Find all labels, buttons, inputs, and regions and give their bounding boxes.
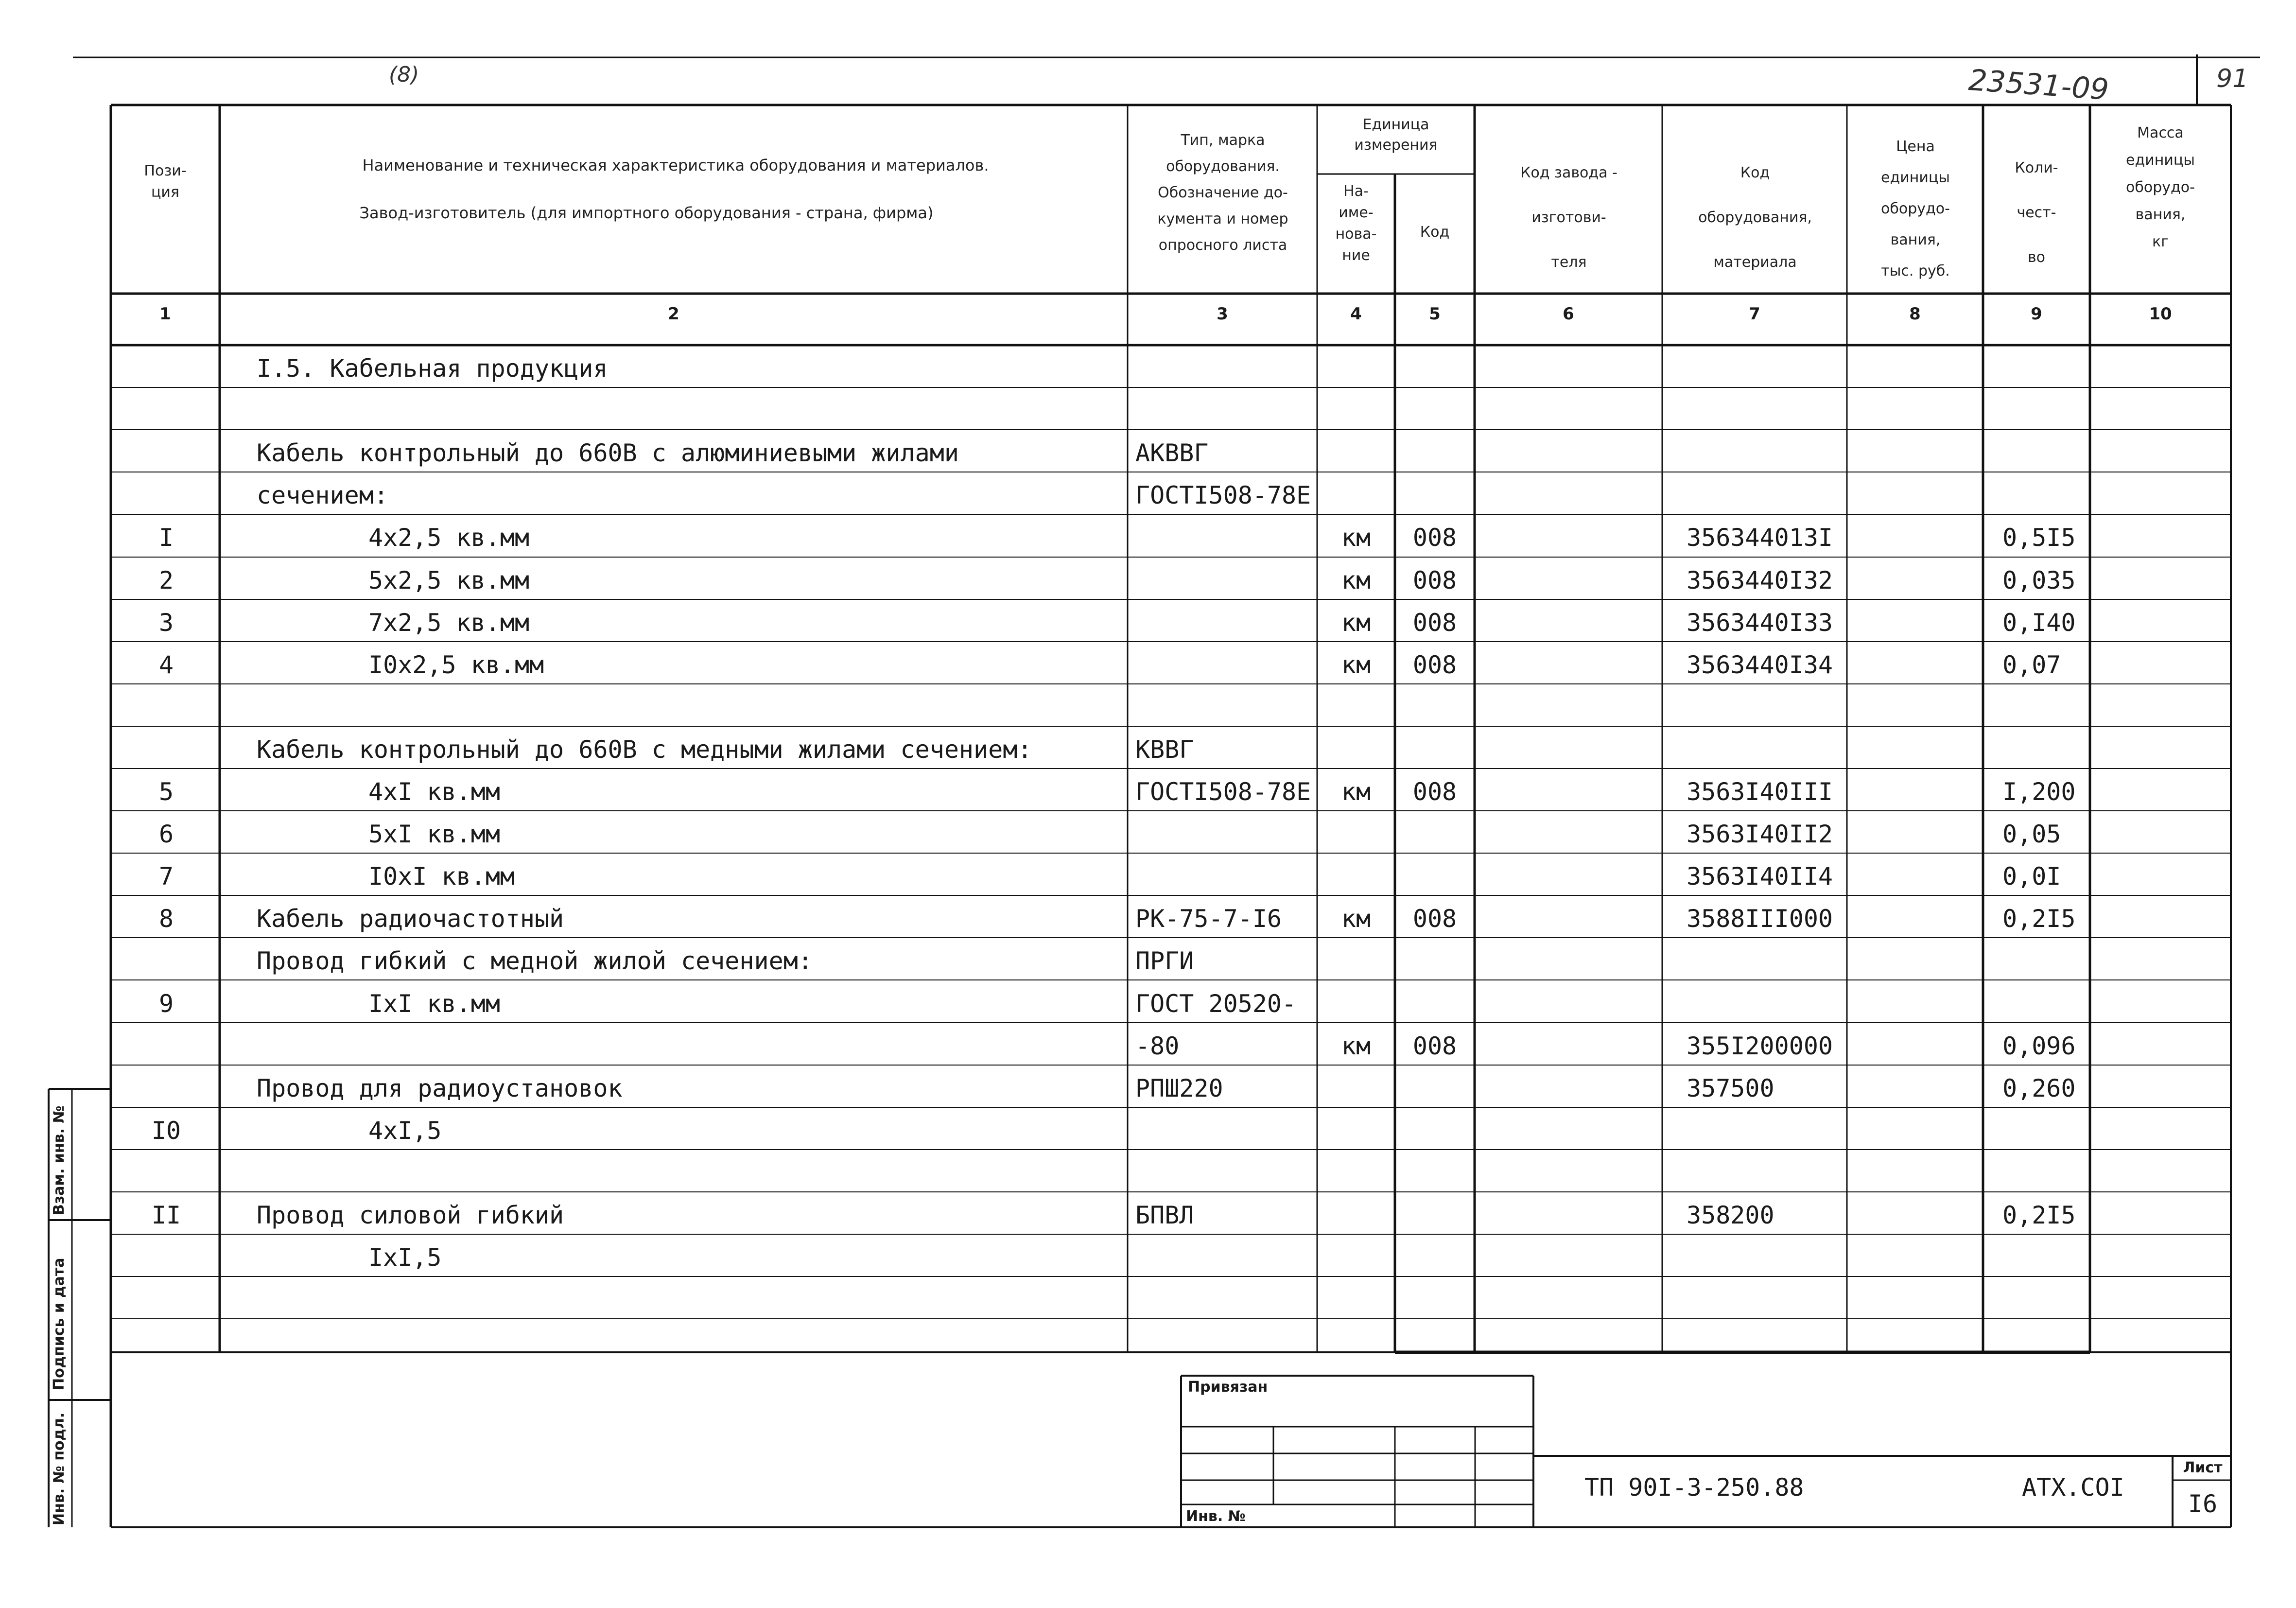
- col-number: 6: [1563, 304, 1574, 324]
- row-position: 6: [158, 820, 174, 849]
- row-equipment-code: 358200: [1687, 1201, 1774, 1229]
- header-name-line1: Наименование и техническая характеристика оборудования и материалов.: [362, 156, 989, 175]
- row-name: I0хI кв.мм: [368, 862, 515, 891]
- row-name: Кабель радиочастотный: [257, 905, 564, 933]
- row-unit: км: [1341, 905, 1371, 933]
- row-type: -80: [1135, 1031, 1180, 1060]
- side-label-sign-date: Подпись и дата: [51, 1258, 68, 1390]
- row-equipment-code: 357500: [1687, 1074, 1774, 1102]
- row-unit: км: [1341, 608, 1371, 637]
- side-label-replace-inv: Взам. инв. №: [51, 1105, 68, 1215]
- row-position: 9: [158, 989, 174, 1018]
- row-equipment-code: 3563I40II2: [1687, 820, 1833, 849]
- row-name: 5х2,5 кв.мм: [368, 566, 530, 594]
- row-name: 4хI,5: [368, 1116, 442, 1145]
- row-name: Провод силовой гибкий: [257, 1201, 564, 1229]
- col-number: 1: [159, 304, 171, 324]
- table-row: [0, 769, 2296, 811]
- row-name: Кабель контрольный до 660В с алюминиевыми жилами: [257, 439, 959, 468]
- row-type: ПРГИ: [1135, 947, 1194, 976]
- side-label-orig-inv: Инв. № подл.: [51, 1412, 68, 1525]
- row-equipment-code: 356344013I: [1687, 524, 1833, 552]
- row-quantity: 0,035: [2002, 566, 2076, 594]
- header-unit-group: Единица измерения: [1354, 116, 1438, 154]
- row-unit: км: [1341, 650, 1371, 679]
- row-quantity: 0,2I5: [2002, 1201, 2076, 1229]
- row-name: 5хI кв.мм: [368, 820, 500, 849]
- row-quantity: 0,260: [2002, 1074, 2076, 1102]
- col-number: 9: [2031, 304, 2042, 324]
- table-row: [0, 1023, 2296, 1065]
- row-name: сечением:: [257, 481, 388, 510]
- row-quantity: 0,096: [2002, 1031, 2076, 1060]
- table-row: [0, 387, 2296, 430]
- row-equipment-code: 3563I40III: [1687, 778, 1833, 806]
- col-number: 10: [2149, 304, 2172, 324]
- row-equipment-code: 3563I40II4: [1687, 862, 1833, 891]
- table-row: [0, 895, 2296, 938]
- row-unit-code: 008: [1412, 778, 1457, 806]
- table-row: [0, 1192, 2296, 1234]
- row-unit: км: [1341, 566, 1371, 594]
- table-row: [0, 1107, 2296, 1150]
- row-type: ГОСТI508-78Е: [1135, 481, 1311, 510]
- row-position: I0: [151, 1116, 181, 1145]
- row-unit: км: [1341, 1031, 1371, 1060]
- row-quantity: 0,0I: [2002, 862, 2061, 891]
- row-position: 3: [158, 608, 174, 637]
- table-row: [0, 938, 2296, 980]
- row-type: РПШ220: [1135, 1074, 1223, 1102]
- header-unit-name: На- име- нова- ние: [1335, 183, 1377, 264]
- row-position: II: [151, 1201, 181, 1229]
- table-row: [0, 1319, 2296, 1361]
- table-row: [0, 1065, 2296, 1107]
- document-code: ТП 90I-3-250.88: [1584, 1473, 1804, 1502]
- table-row: [0, 726, 2296, 769]
- row-name: I.5. Кабельная продукция: [257, 354, 608, 383]
- stamp-linked-label: Привязан: [1188, 1379, 1268, 1396]
- header-mass: Масса единицы оборудо- вания, кг: [2126, 124, 2195, 250]
- row-name: 4х2,5 кв.мм: [368, 524, 530, 552]
- row-type: ГОСТI508-78Е: [1135, 778, 1311, 806]
- row-name: IхI,5: [368, 1243, 442, 1272]
- row-name: Кабель контрольный до 660В с медными жилами сечением:: [257, 735, 1032, 764]
- row-equipment-code: 355I200000: [1687, 1031, 1833, 1060]
- header-equipment-code: Код оборудования, материала: [1698, 164, 1812, 271]
- row-type: РК-75-7-I6: [1135, 905, 1282, 933]
- header-type: Тип, марка оборудования. Обозначение до- кумента и номер опросного листа: [1157, 132, 1288, 254]
- table-row: [0, 472, 2296, 514]
- row-position: 4: [158, 650, 174, 679]
- row-unit-code: 008: [1412, 524, 1457, 552]
- col-number: 5: [1429, 304, 1441, 324]
- table-row: [0, 345, 2296, 387]
- col-number: 2: [668, 304, 679, 324]
- row-name: Провод гибкий с медной жилой сечением:: [257, 947, 813, 976]
- header-quantity: Коли- чест- во: [2015, 159, 2058, 266]
- row-unit-code: 008: [1412, 905, 1457, 933]
- col-number: 4: [1350, 304, 1362, 324]
- row-position: 2: [158, 566, 174, 594]
- sheet-corner-number: 91: [2216, 64, 2249, 93]
- row-quantity: 0,5I5: [2002, 524, 2076, 552]
- stamp-inv-label: Инв. №: [1186, 1508, 1246, 1525]
- row-equipment-code: 3563440I33: [1687, 608, 1833, 637]
- table-row: [0, 1150, 2296, 1192]
- row-type: БПВЛ: [1135, 1201, 1194, 1229]
- row-unit: км: [1341, 524, 1371, 552]
- row-quantity: 0,05: [2002, 820, 2061, 849]
- header-name-line2: Завод-изготовитель (для импортного оборудования - страна, фирма): [359, 204, 934, 222]
- table-row: [0, 684, 2296, 726]
- row-equipment-code: 3563440I32: [1687, 566, 1833, 594]
- row-position: 8: [158, 905, 174, 933]
- header-price: Цена единицы оборудо- вания, тыс. руб.: [1881, 138, 1950, 280]
- row-unit-code: 008: [1412, 650, 1457, 679]
- row-equipment-code: 3588III000: [1687, 905, 1833, 933]
- row-unit-code: 008: [1412, 1031, 1457, 1060]
- table-row: [0, 853, 2296, 895]
- table-row: [0, 1234, 2296, 1276]
- row-name: 4хI кв.мм: [368, 778, 500, 806]
- row-name: 7х2,5 кв.мм: [368, 608, 530, 637]
- row-position: I: [158, 524, 174, 552]
- header-position: Пози- ция: [144, 162, 187, 201]
- row-name: IхI кв.мм: [368, 989, 500, 1018]
- row-position: 7: [158, 862, 174, 891]
- col-number: 7: [1749, 304, 1760, 324]
- table-row: [0, 811, 2296, 853]
- row-type: КВВГ: [1135, 735, 1194, 764]
- row-equipment-code: 3563440I34: [1687, 650, 1833, 679]
- table-row: [0, 642, 2296, 684]
- column-numbers-row: [0, 304, 2296, 333]
- table-row: [0, 980, 2296, 1023]
- table-row: [0, 514, 2296, 557]
- row-quantity: I,200: [2002, 778, 2076, 806]
- row-quantity: 0,07: [2002, 650, 2061, 679]
- sheet-number: I6: [2188, 1490, 2218, 1518]
- row-type: АКВВГ: [1135, 439, 1209, 468]
- col-number: 8: [1909, 304, 1921, 324]
- row-unit: км: [1341, 778, 1371, 806]
- table-row: [0, 430, 2296, 472]
- row-position: 5: [158, 778, 174, 806]
- page-mark: (8): [389, 62, 419, 87]
- row-quantity: 0,2I5: [2002, 905, 2076, 933]
- header-unit-code: Код: [1420, 224, 1450, 241]
- table-row: [0, 1276, 2296, 1319]
- set-code: АТХ.СОI: [2022, 1473, 2124, 1502]
- row-unit-code: 008: [1412, 566, 1457, 594]
- sheet-label: Лист: [2183, 1459, 2223, 1476]
- row-type: ГОСТ 20520-: [1135, 989, 1297, 1018]
- archive-number: 23531-09: [1967, 63, 2110, 107]
- row-unit-code: 008: [1412, 608, 1457, 637]
- row-name: I0х2,5 кв.мм: [368, 650, 544, 679]
- table-row: [0, 557, 2296, 599]
- table-row: [0, 599, 2296, 642]
- header-manufacturer-code: Код завода - изготови- теля: [1520, 164, 1618, 271]
- col-number: 3: [1217, 304, 1228, 324]
- row-quantity: 0,I40: [2002, 608, 2076, 637]
- row-name: Провод для радиоустановок: [257, 1074, 623, 1102]
